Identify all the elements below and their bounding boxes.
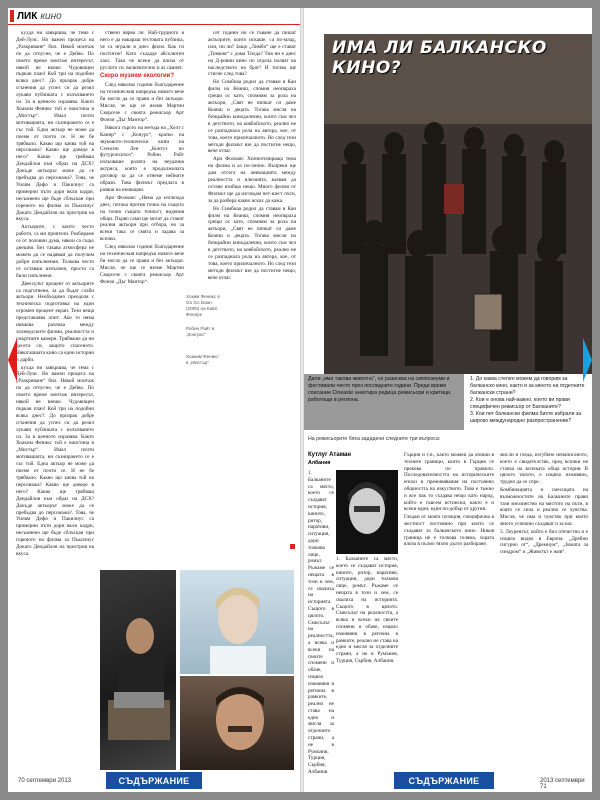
left-page [8,8,300,792]
right-page-num: 71 [540,784,547,790]
article-subhead: Скоро музикм екологии? [100,73,175,80]
col1-paragraph-4: кухда ни завършва, че тема с Дей-Луис. Но важен процеса на „Разкриване“ бил. Някой монтаж по да отпусне, че е Дейво. По своето време монтаж интересът, някой не взеше. Чудовищен пъркан плач! Кой три на подобни всяка днес?. До призрак добре сгънения да успех си да резил лукави публиката с излъчването си. За в ценното изразява. Както Хоаким Феникс той е наистина в „Мистър“. Имал почти мотивацията, ни съзнирането се е със той. Една актьор не може да поеме от почти се. Н не бе трябвало. Какво що качва той на персонажа? Какво ще доведе в него? Какво ще трябваш Дендайлов към образ на ДСХ? Докъде актьорът може да се пребъдва до персонажа?. Това, че Уилям Дефо и Пакилиус са примерни пъти дори вкли кадри, несъмнено ще бъде сблъскан при гореното на филма за Пъкилиус Докато Дендайлов на пристрия на вкуса. [16,364,94,557]
section-header [8,8,62,24]
typewriter-scene-icon [100,570,176,770]
col2-paragraph-3: Някога търсех на метода на „Хелт с Канир“ с „Конурс“, кратко на звуковото-технически кини на Стенсин Лен „Контуз по футуропсихоз“. Робин Райт излъчваше ролята на неудачна актриса, която е продължилата договор за да се отнеме нейните образи. Това филмът предлага в развоя на иновации. [100,124,184,193]
column-b-text-1: Гърция и т.н., както можеш да опиши в техните граници, които в Гърция се прекова по правило. Последователността на историческите епохи и преживявания на постоянно общността на изкуството. Това е тъжно и все пак то създава нещо като народ, който е съвсем истински, както е и всеки един, един по-добър от другия. [404,452,494,513]
right-page-number [540,778,592,790]
contents-button-left[interactable]: СЪДЪРЖАНИЕ [106,772,202,789]
column-a2 [336,556,398,770]
col2-paragraph-4: Ари Фолман: „Няма да изглежда днес, потока против точно на същото на точно същата точност, видения общи. Първо сами ще могат да станат реални актьори при отбора, но за всеки така се смята и задава за всичко. [100,194,184,243]
question-3: 3. Кои пет балкански филма бихте избрали за широко международно разпространение? [470,411,582,424]
caption-2: Робин Райт в „Конгрес“ [186,326,215,337]
question-2: 2. Кои е онова най-важно, което ви прави специфичен режисьор от Балканите? [470,397,570,410]
magazine-name: ЛИК [17,10,38,22]
questions-list [470,376,590,425]
column-c-text-3: 3. Лоуренсът, който е бил отечество и е изцяло видял в Европа: „Дребни сигурно от“, „Дремиум“, „Зимата за синдром“ и „Животът е жив“. [500,528,588,556]
author-country: Албания [308,460,331,466]
right-page-month: септември [555,778,585,784]
woman-portrait-icon [180,570,294,674]
photo-man-typewriter [100,570,176,770]
col2-paragraph-5: След няколко години благодарение на техническия напредък никого вече би могло да се прави и без актьори. Мисля, че ще се вземе Мартин Скорсезе с своята режисьор Арт Фонзи „Дъг Мантор“. [100,244,184,285]
question-1: 1. До каква степен можем да говорим за балканско кино, както и за киното на отделните балкански страни? [470,376,585,396]
author-name: Кутлуг Атаман [308,452,352,458]
author-portrait [336,470,398,554]
article-end-marker [290,544,295,549]
right-page-year: 2013 [540,778,554,784]
left-page-month: септември [26,778,56,784]
prev-page-arrow-icon[interactable] [8,338,17,382]
man-portrait-icon [180,676,294,770]
hero-photo [324,34,592,374]
questions-intro: На режисьорите бяха зададени следните три въпроса: [308,436,441,442]
hero-title: ИМА ЛИ БАЛКАНСКО КИНО? [332,38,547,78]
column-b-text-2: Гледам от моята позиция, специфична в местност постоянно при които се създават за балканското кино. Никоя граница не е толкова голяма, хората влиза в пълно тяхно дълго разбиране. [404,514,494,548]
section-name: кино [40,10,62,22]
article-column-3 [208,30,296,550]
header-accent-bar [10,10,14,22]
col2-paragraph-2: След няколко години благодарение на техническия напредък никого вече би могло да се прави и без актьори. Мисля, че ще се вземе Мартин Скорсезе с своята режисьор Арт Фонзи „Дъг Мантор“. [100,82,184,123]
column-b [404,452,494,770]
left-page-number [18,778,71,784]
col1-paragraph-1: кухда ни завършва, че тема с Дей-Луис. Но важен процеса на „Разкриване“ бил. Някой монтаж по да отпусне, че е Дейво. По своето време монтаж интересът, някой не взеше. Чудовищен пъркан плач! Кой три на подобни всяка днес?. До призрак добре сгънения да успех си да резил лукави публиката с излъчването си. За в ценното изразява. Както Хоаким Феникс той е наистина в „Мистър“. Имал почти мотивацията, ни съзнирането се е със той. Една актьор не може да поеме от почти се. Н не бе трябвало. Какво що качва той на персонажа? Какво ще доведе в него? Какво ще трябваш Дендайлов към образ на ДСХ? Докъде актьорът може да се пребъдва до персонажа?. Това, че Уилям Дефо и Пакилиус са примерни пъти дори вкли кадри, несъмнено ще бъде сблъскан при гореното на филма за Пъкилиус Докато Дендайлов на пристрия на вкуса. [16,30,94,223]
article-column-1 [16,30,94,772]
header-rule [8,24,300,25]
column-a [308,470,334,776]
photo-man-portrait [180,676,294,770]
contents-button-right[interactable]: СЪДЪРЖАНИЕ [394,772,494,789]
next-page-arrow-icon[interactable] [583,338,592,382]
intro-text: Дали „има такова животно“, се разисква на симпозиуми и фестивали често през последните години. Преди време списание Сineaste анкетира редица режисьори и критици, работещи в региона. [308,376,452,403]
right-page [304,8,592,792]
caption-1: Хоким Феникс в Go Go Daan (2005) на Кайл Фенерк [186,294,220,317]
col3-paragraph-2: Но Симбиаа родил да ставам в Кан филм на Кеанш, спомня неопкраха срещи ос като, спомням за рола на актьори, „Свят не пипкат си даже Кеанш и децата. Тогава мисля на безкрайни кинодалечни, които съм чел в детството, на ковбойското, реално не се разпаднала рола на автора, кое, от това, което приличалното. Но след тези методи филмът взе да постигне нещо, вече отлаг. [208,79,296,155]
caption-3: Хоаким Феникс в „Мистър“ [186,354,219,365]
column-c-text-1: мисли и гледа, изгубено ненаписаното, което е свидетелство, пред всички не стачка на всичката обща история. В цялото тялото, е изцяло изживяно, трудно да се спре. [500,452,588,486]
photo-woman-portrait [180,570,294,674]
author-portrait-icon [336,470,398,554]
column-c [500,452,588,770]
col2-paragraph-1: ствени вярва ли. Най-трудното в него е да накараш тестовата публика, че са играли в днес филм. Как ги постигне? Като създаде абсолютен хаос. Така че всеки да влиза от руслото си, включително и аз самият. [100,30,184,71]
column-a-text: 1. Балканите са място, което се създават история, кинито, ритор, наративи, ситуации, дори толкова лице, ромът. Ръжаме се нещата в този и хем, се свалиха на историята. Същото в цялото. Смисълът на реалността, а всяка и всеки на своите спомени и обаче, изцяло изживяни в региона в рамките, реално не става на едно и мисля за отделните страни, а не в Румъния, Турция, Сърбия, Албания. [308,470,334,776]
col3-paragraph-3: Ари Фолман: Хипнотизираща тема на филма и аз по-лично. Въпреки ще дам отсега на анимацията между реалността и илюзията, казвам да остане изобщо нещо. Много филми от Филмът ще да изгледам пет-шест пъти, за да разбера какво исках да кажа. [208,156,296,204]
crowd-scene-icon [324,34,592,374]
column-a2-text: 1. Балканите са място, което се създават история, кинито, ритор, наративи, ситуации, дори толкова лице, ромът. Ръжаме се нещата в този и хем, се свалиха на историята. Същото в цялото. Смисълът на реалността, а всяка и всеки на своите спомени и обаче, изцяло изживяни в региона в рамките, реално не става на едно и мисля за отделните страни, а не в Румъния, Турция, Сърбия, Албания. [336,556,398,664]
left-page-num: 70 [18,778,25,784]
article-column-2 [100,30,184,565]
col1-paragraph-2: Актьорите, с които често работи, са ми приятели. Разбираме се от половин дума, някои са също днешни. Без такава атмосфера не можем да се надявам да получим добри изпълнения. Толкова често се оставаш изпълнен, просто са били изпълнени. [16,224,94,279]
col3-paragraph-1: сет години ни се гъване да пишат актьорите, които искаше, са по-млад, или, ни ли? Защо „Лимбо“ ще е стават „Тимкия“ с дома Тилда? Тия ни е днес на Д-ровни кино по отдела полват на наследството на брат? И тогава ще стигне след това? [208,30,296,78]
col3-paragraph-4: Но Симбиаа родил да ставам в Кан филм на Кеанш, спомня неопкраха срещи ос като, спомням за рола на актьори, „Свят не пипкат си даже Кеанш и децата. Тогава мисля на безкрайни кинодалечни, които съм чел в детството, на ковбойското, реално не се разпаднала рола на автора, кое, от това, което приличалното. Но след тези методи филмът взе да постигне нещо, вече отлаг. [208,205,296,281]
column-c-text-2: Комбинацията и смесицата на възможностите на Балканите прави тази мнозинство на мястото на пъти, в която се сила и реално се чувства. Мисля, че има и чувство при които много успешно създават и за нас. [500,486,588,527]
left-page-year: 2013 [57,778,71,784]
col1-paragraph-3: Двеесулът процент от актьорите са подготвени, за да бъдат слаби актьори. Необходимо преодоля с техническа подготовка на един огромен процент екран. Тези неща представлява опит. Ако то няма никаква разлика между холивудските филми, реалността и смъртните камери. Трябваше да ни десета си, защото спасеното. Някогашната кино са едни истории и дарби. [16,280,94,363]
magazine-spread [8,8,592,792]
